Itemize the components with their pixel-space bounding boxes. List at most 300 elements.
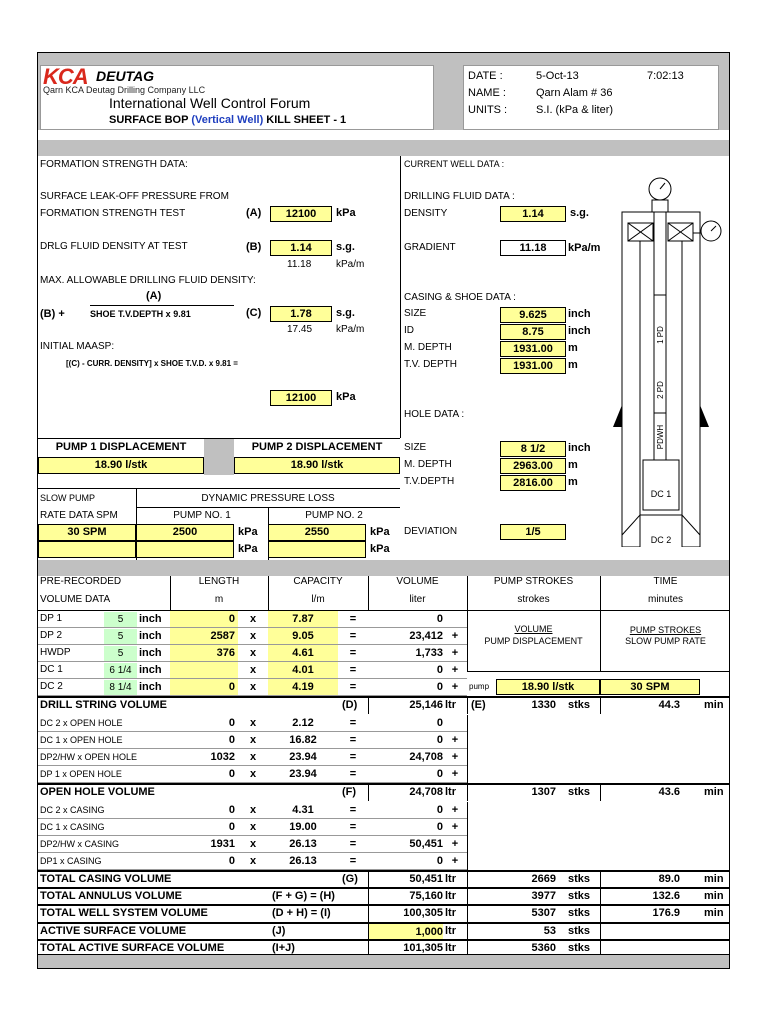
leakoff-label-2: FORMATION STRENGTH TEST <box>40 208 186 219</box>
unit-kpa-p1: kPa <box>238 526 258 538</box>
row-times: x <box>249 664 257 676</box>
fraction-line <box>90 305 234 306</box>
forum-title: International Well Control Forum <box>109 95 311 111</box>
pump2-displacement[interactable]: 18.90 l/stk <box>234 457 400 474</box>
sub-row-length: 0 <box>228 768 235 780</box>
sub-row-capacity: 4.31 <box>292 804 314 816</box>
row-length[interactable] <box>170 662 238 679</box>
unit-sg-2: s.g. <box>336 307 355 319</box>
row-length[interactable]: 2587 <box>170 628 238 645</box>
col-time-unit: minutes <box>647 594 683 605</box>
row-line <box>38 644 467 645</box>
sub-row-plus: + <box>451 855 459 867</box>
total-line <box>38 870 730 872</box>
total-volume: 101,305 <box>403 942 443 954</box>
shoe-left <box>613 405 622 427</box>
total-min: min <box>704 786 724 798</box>
unit-inch-2: inch <box>568 325 591 337</box>
sub-row-volume: 0 <box>436 855 443 867</box>
info-box <box>463 65 719 130</box>
maasp-formula: [(C) - CURR. DENSITY] x SHOE T.V.D. x 9.81 = <box>66 359 238 368</box>
col-strokes-unit: strokes <box>517 594 550 605</box>
total-volume: 25,146 <box>409 699 443 711</box>
sheet-subtitle: SURFACE BOP (Vertical Well) KILL SHEET - 1 <box>109 114 347 126</box>
col-sep <box>467 696 468 714</box>
total-time: 176.9 <box>652 907 680 919</box>
pump1-loss-2[interactable] <box>136 541 234 558</box>
row-unit: inch <box>139 630 162 642</box>
sub-row-equals: = <box>349 821 357 833</box>
total-stks: stks <box>568 699 591 711</box>
row-plus: + <box>451 647 459 659</box>
hole-size-value[interactable]: 8 1/2 <box>500 441 566 457</box>
ratio-pump-disp: PUMP DISPLACEMENT <box>484 636 583 646</box>
name-value: Qarn Alam # 36 <box>536 87 613 99</box>
diagram-label-2pd: 2 PD <box>656 381 665 399</box>
total-time: 132.6 <box>652 890 680 902</box>
hole-size-label: SIZE <box>404 442 427 453</box>
col-length-unit: m <box>214 594 224 605</box>
total-line <box>38 887 730 889</box>
col-sep <box>600 696 601 714</box>
casing-title: CASING & SHOE DATA : <box>404 292 516 303</box>
row-size[interactable]: 6 1/4 <box>104 663 137 678</box>
sub-row-length: 0 <box>228 855 235 867</box>
unit-sg-3: s.g. <box>570 207 589 219</box>
casing-id-label: ID <box>404 325 414 336</box>
slow-rate-spm-2[interactable] <box>38 541 136 558</box>
sub-row-equals: = <box>349 804 357 816</box>
row-length[interactable]: 0 <box>170 611 238 628</box>
tag-c: (C) <box>246 307 262 319</box>
diagram-label-dc2: DC 2 <box>650 535 672 545</box>
total-label: TOTAL ACTIVE SURFACE VOLUME <box>40 942 225 954</box>
unit-m-2: m <box>568 359 578 371</box>
total-ltr: ltr <box>445 873 456 885</box>
slow-pump-label: SLOW PUMP <box>40 493 96 503</box>
fluid-data-title: DRILLING FLUID DATA : <box>404 191 515 202</box>
row-volume: 23,412 <box>409 630 443 642</box>
sub-row-length: 0 <box>228 821 235 833</box>
current-density-value[interactable]: 1.14 <box>500 206 566 222</box>
date-value: 5-Oct-13 <box>536 70 579 82</box>
row-unit: inch <box>139 647 162 659</box>
hole-data-title: HOLE DATA : <box>404 409 465 420</box>
total-ltr: ltr <box>445 942 456 954</box>
date-label: DATE : <box>468 70 503 82</box>
col-sep <box>600 922 601 940</box>
mid-divider <box>400 156 401 438</box>
formation-title: FORMATION STRENGTH DATA: <box>40 159 188 170</box>
gradient-value: 11.18 <box>500 240 566 256</box>
sub-row-equals: = <box>349 855 357 867</box>
total-stks: stks <box>568 873 591 885</box>
pump-gap <box>204 439 234 475</box>
row-line <box>38 627 467 628</box>
sub-row-name: DP2/HW x CASING <box>40 839 120 849</box>
row-line <box>38 661 467 662</box>
col-sep <box>467 904 468 922</box>
sub-row-volume: 50,451 <box>409 838 443 850</box>
col-volume-data: VOLUME DATA <box>40 594 111 605</box>
row-times: x <box>249 630 257 642</box>
sub-row-line <box>38 731 467 732</box>
logo-kca: KCA <box>43 64 88 89</box>
casing-id-value[interactable]: 8.75 <box>500 324 566 340</box>
total-label: OPEN HOLE VOLUME <box>40 786 155 798</box>
shoe-right <box>700 405 709 427</box>
title-box <box>40 65 434 130</box>
row-length[interactable]: 376 <box>170 645 238 662</box>
row-size[interactable]: 5 <box>104 629 137 644</box>
col-volume-unit: liter <box>409 594 426 605</box>
row-equals: = <box>349 613 357 625</box>
sub-sep <box>467 715 468 783</box>
unit-kpa-p2b: kPa <box>370 543 390 555</box>
diagram-label-1pd: 1 PD <box>656 326 665 344</box>
total-volume: 75,160 <box>409 890 443 902</box>
total-time: 44.3 <box>658 699 680 711</box>
total-line <box>38 904 730 906</box>
tag-b: (B) <box>246 241 262 253</box>
ratio-pump-strokes: PUMP STROKES <box>629 625 702 635</box>
pump2-title: PUMP 2 DISPLACEMENT <box>251 441 383 453</box>
unit-kpam-3: kPa/m <box>568 242 601 254</box>
sub-row-name: DP2/HW x OPEN HOLE <box>40 752 138 762</box>
total-stks: stks <box>568 907 591 919</box>
row-times: x <box>249 681 257 693</box>
sub-row-volume: 0 <box>436 768 443 780</box>
rate-data-label: RATE DATA SPM <box>40 510 118 521</box>
sub-row-equals: = <box>349 838 357 850</box>
col-time: TIME <box>653 576 678 587</box>
unit-inch: inch <box>568 308 591 320</box>
density-label: DENSITY <box>404 208 448 219</box>
deviation-value[interactable]: 1/5 <box>500 524 566 540</box>
sub-row-times: x <box>249 838 257 850</box>
total-tag: (I+J) <box>272 942 295 954</box>
gradient-label: GRADIENT <box>404 242 456 253</box>
max-density-label: MAX. ALLOWABLE DRILLING FLUID DENSITY: <box>40 275 256 286</box>
total-e-tag: (E) <box>471 699 486 711</box>
unit-m: m <box>568 342 578 354</box>
sub-row-times: x <box>249 804 257 816</box>
sub-row-volume: 0 <box>436 717 443 729</box>
grey-separator-2 <box>38 560 730 576</box>
sub-row-times: x <box>249 768 257 780</box>
sub-row-times: x <box>249 734 257 746</box>
total-ltr: ltr <box>445 925 456 937</box>
col-sep <box>600 870 601 888</box>
test-density-value[interactable]: 1.14 <box>270 240 332 256</box>
total-tag: (G) <box>342 873 358 885</box>
row-capacity[interactable]: 4.61 <box>268 645 338 662</box>
pump1-displacement[interactable]: 18.90 l/stk <box>38 457 204 474</box>
hole-tvd-label: T.V.DEPTH <box>404 476 455 487</box>
row-capacity[interactable]: 7.87 <box>268 611 338 628</box>
total-tag: (J) <box>272 925 286 937</box>
unit-kpam: kPa/m <box>336 259 365 270</box>
max-gradient: 17.45 <box>287 324 313 335</box>
row-capacity[interactable]: 4.19 <box>268 679 338 696</box>
total-tag: (F) <box>342 786 357 798</box>
total-strokes: 1307 <box>531 786 556 798</box>
total-line <box>38 939 730 941</box>
drlg-density-label: DRLG FLUID DENSITY AT TEST <box>40 241 188 252</box>
leakoff-pressure-value[interactable]: 12100 <box>270 206 332 222</box>
col-sep <box>368 870 369 888</box>
sub-row-volume: 0 <box>436 734 443 746</box>
unit-sg: s.g. <box>336 241 355 253</box>
name-label: NAME : <box>468 87 506 99</box>
b-plus: (B) + <box>40 308 65 320</box>
casing-md-label: M. DEPTH <box>404 342 452 353</box>
col-sep <box>467 870 468 888</box>
ratio-volume: VOLUME <box>514 624 553 634</box>
pump2-loss[interactable]: 2550 <box>268 524 366 541</box>
dynamic-loss-title: DYNAMIC PRESSURE LOSS <box>201 493 335 504</box>
sub-row-name: DP1 x CASING <box>40 856 102 866</box>
table-pump-displacement[interactable]: 18.90 l/stk <box>496 679 600 695</box>
col-sep <box>467 783 468 801</box>
test-gradient: 11.18 <box>287 259 312 270</box>
casing-md-value[interactable]: 1931.00 <box>500 341 566 357</box>
unit-kpa: kPa <box>336 207 356 219</box>
row-size[interactable]: 5 <box>104 646 137 661</box>
total-min: min <box>704 890 724 902</box>
sub-row-name: DC 1 x OPEN HOLE <box>40 735 123 745</box>
total-stks: stks <box>568 925 591 937</box>
total-volume: 50,451 <box>409 873 443 885</box>
maasp-value[interactable]: 12100 <box>270 390 332 406</box>
sub-row-plus: + <box>451 734 459 746</box>
time-value: 7:02:13 <box>647 70 684 82</box>
row-equals: = <box>349 630 357 642</box>
pump1-title: PUMP 1 DISPLACEMENT <box>55 441 187 453</box>
sub-row-capacity: 26.13 <box>289 855 317 867</box>
row-capacity[interactable]: 9.05 <box>268 628 338 645</box>
logo-deutag: DEUTAG <box>96 68 155 84</box>
pump2-loss-2[interactable] <box>268 541 366 558</box>
total-label: ACTIVE SURFACE VOLUME <box>40 925 187 937</box>
col-length: LENGTH <box>198 576 240 587</box>
total-ltr: ltr <box>445 786 456 798</box>
col-sep <box>368 783 369 801</box>
row-unit: inch <box>139 664 162 676</box>
unit-inch-3: inch <box>568 442 591 454</box>
unit-kpa-p2: kPa <box>370 526 390 538</box>
units-value: S.I. (kPa & liter) <box>536 104 614 116</box>
total-label: DRILL STRING VOLUME <box>40 699 167 711</box>
bottom-grey <box>38 955 730 969</box>
sub-row-capacity: 26.13 <box>289 838 317 850</box>
sub-row-line <box>38 748 467 749</box>
row-name: DP 2 <box>40 630 63 641</box>
total-tag: (D + H) = (I) <box>272 907 331 919</box>
sub-row-length: 0 <box>228 734 235 746</box>
sub-row-volume: 0 <box>436 804 443 816</box>
sub-row-length: 1032 <box>210 751 235 763</box>
sub-sep <box>467 802 468 870</box>
row-equals: = <box>349 681 357 693</box>
pump-no2-label: PUMP NO. 2 <box>305 510 363 521</box>
col-sep <box>600 887 601 905</box>
row-volume: 0 <box>436 681 443 693</box>
col-sep <box>368 696 369 714</box>
row-size[interactable]: 5 <box>104 612 137 627</box>
wellbore-schematic <box>622 178 721 547</box>
kill-sheet <box>37 52 730 969</box>
diagram-label-pdwh: PDWH <box>656 424 665 450</box>
row-unit: inch <box>139 681 162 693</box>
row-capacity[interactable]: 4.01 <box>268 662 338 679</box>
units-label: UNITS : <box>468 104 508 116</box>
hole-tvd-value[interactable]: 2816.00 <box>500 475 566 491</box>
pump1-loss[interactable]: 2500 <box>136 524 234 541</box>
row-volume: 0 <box>436 613 443 625</box>
total-strokes: 5360 <box>531 942 556 954</box>
fraction-denominator: SHOE T.V.DEPTH x 9.81 <box>90 309 191 319</box>
total-ltr: ltr <box>445 907 456 919</box>
sub-row-equals: = <box>349 751 357 763</box>
unit-kpam-2: kPa/m <box>336 324 365 335</box>
row-unit: inch <box>139 613 162 625</box>
sub-row-name: DC 2 x CASING <box>40 805 105 815</box>
sub-row-equals: = <box>349 717 357 729</box>
hole-md-value[interactable]: 2963.00 <box>500 458 566 474</box>
row-line <box>38 678 467 679</box>
total-volume: 24,708 <box>409 786 443 798</box>
unit-kpa-2: kPa <box>336 391 356 403</box>
total-volume: 100,305 <box>403 907 443 919</box>
total-time: 43.6 <box>658 786 680 798</box>
sub-row-length: 1931 <box>210 838 235 850</box>
col-sep <box>467 922 468 940</box>
sub-row-times: x <box>249 821 257 833</box>
total-tag: (D) <box>342 699 358 711</box>
slow-pump-top-line <box>38 488 400 489</box>
row-name: HWDP <box>40 647 71 658</box>
pump-no1-label: PUMP NO. 1 <box>173 510 231 521</box>
row-equals: = <box>349 647 357 659</box>
sub-row-capacity: 19.00 <box>289 821 317 833</box>
current-well-title: CURRENT WELL DATA : <box>404 159 505 169</box>
total-volume[interactable]: 1,000 <box>368 924 443 940</box>
sub-row-line <box>38 765 467 766</box>
sub-row-plus: + <box>451 804 459 816</box>
total-stks: stks <box>568 942 591 954</box>
hole-md-label: M. DEPTH <box>404 459 452 470</box>
row-length[interactable]: 0 <box>170 679 238 696</box>
ratio-slow-rate: SLOW PUMP RATE <box>625 636 706 646</box>
col-capacity: CAPACITY <box>293 576 343 587</box>
company-name: Qarn KCA Deutag Drilling Company LLC <box>43 85 206 95</box>
sub-row-name: DC 1 x CASING <box>40 822 105 832</box>
total-time: 89.0 <box>658 873 680 885</box>
sub-row-plus: + <box>451 821 459 833</box>
total-ltr: ltr <box>445 890 456 902</box>
row-plus: + <box>451 664 459 676</box>
casing-size-value[interactable]: 9.625 <box>500 307 566 323</box>
total-stks: stks <box>568 786 591 798</box>
leakoff-label-1: SURFACE LEAK-OFF PRESSURE FROM <box>40 191 229 202</box>
slow-rate-spm[interactable]: 30 SPM <box>38 524 136 541</box>
diagram-label-dc1: DC 1 <box>650 489 672 499</box>
total-ltr: ltr <box>445 699 456 711</box>
casing-tvd-label: T.V. DEPTH <box>404 359 457 370</box>
total-label: TOTAL WELL SYSTEM VOLUME <box>40 907 208 919</box>
sub-row-capacity: 16.82 <box>289 734 317 746</box>
unit-kpa-p1b: kPa <box>238 543 258 555</box>
sub-row-times: x <box>249 717 257 729</box>
total-min: min <box>704 873 724 885</box>
grey-separator <box>38 140 730 156</box>
total-line <box>38 783 730 785</box>
col-sep <box>600 783 601 801</box>
col-sep <box>368 904 369 922</box>
row-name: DP 1 <box>40 613 63 624</box>
row-volume: 0 <box>436 664 443 676</box>
total-strokes: 2669 <box>531 873 556 885</box>
total-stks: stks <box>568 890 591 902</box>
row-times: x <box>249 647 257 659</box>
row-equals: = <box>349 664 357 676</box>
sub-row-line <box>38 852 467 853</box>
unit-m-4: m <box>568 476 578 488</box>
col-sep <box>600 904 601 922</box>
well-diagram <box>613 175 723 547</box>
sub-row-plus: + <box>451 838 459 850</box>
pump-word: pump <box>469 682 490 691</box>
sub-row-length: 0 <box>228 804 235 816</box>
sub-row-times: x <box>249 855 257 867</box>
total-strokes: 1330 <box>531 699 556 711</box>
sub-row-length: 0 <box>228 717 235 729</box>
total-strokes: 53 <box>543 925 556 937</box>
col-volume: VOLUME <box>396 576 439 587</box>
unit-m-3: m <box>568 459 578 471</box>
row-name: DC 1 <box>40 664 63 675</box>
max-density-value[interactable]: 1.78 <box>270 306 332 322</box>
col-sep <box>368 922 369 940</box>
table-slow-rate[interactable]: 30 SPM <box>600 679 700 695</box>
row-times: x <box>249 613 257 625</box>
row-volume: 1,733 <box>415 647 443 659</box>
sub-row-equals: = <box>349 768 357 780</box>
sub-row-volume: 0 <box>436 821 443 833</box>
col-pump-strokes: PUMP STROKES <box>493 576 574 587</box>
col-sep <box>368 887 369 905</box>
sub-row-plus: + <box>451 751 459 763</box>
row-plus: + <box>451 681 459 693</box>
deviation-label: DEVIATION <box>404 526 458 537</box>
sub-row-name: DP 1 x OPEN HOLE <box>40 769 122 779</box>
row-name: DC 2 <box>40 681 63 692</box>
row-plus: + <box>451 630 459 642</box>
sub-row-capacity: 23.94 <box>289 751 317 763</box>
col-prerecorded: PRE-RECORDED <box>40 576 122 587</box>
total-strokes: 3977 <box>531 890 556 902</box>
sub-row-plus: + <box>451 768 459 780</box>
col-sep <box>467 887 468 905</box>
row-size[interactable]: 8 1/4 <box>104 680 137 695</box>
total-strokes: 5307 <box>531 907 556 919</box>
sub-row-name: DC 2 x OPEN HOLE <box>40 718 123 728</box>
col-capacity-unit: l/m <box>311 594 325 605</box>
fraction-numerator: (A) <box>146 290 162 302</box>
casing-tvd-value[interactable]: 1931.00 <box>500 358 566 374</box>
total-line <box>38 696 730 698</box>
